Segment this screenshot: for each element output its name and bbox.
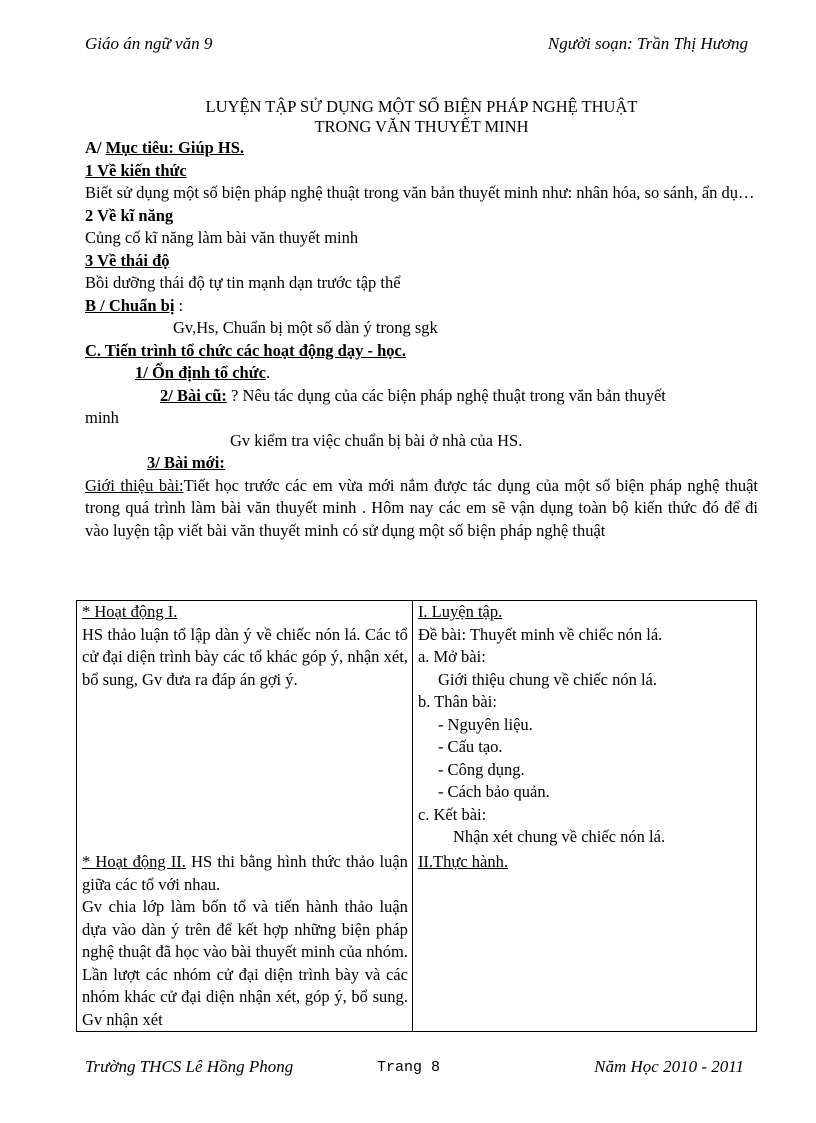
step-2-text: ? Nêu tác dụng của các biện pháp nghệ thuật trong văn bản thuyết [226,385,666,405]
skills-text: Củng cố kĩ năng làm bài văn thuyết minh [85,228,359,247]
intro-text: Tiết học trước các em vừa mới nắm được tác dụng của một số biện pháp nghệ thuật trong quá trình làm bài văn thuyết minh . Hôm nay các em sẽ vận dụng toàn bộ kiến thức đó để đi vào luyện tập viết bài văn thuyết minh có sử dụng một số biện pháp nghệ thuật [85,475,758,540]
activity-2-text: HS thi bằng hình thức thảo luận giữa các tổ với nhau. [82,852,408,894]
section-a-title: Mục tiêu: Giúp HS. [105,138,245,157]
section-a-prefix: A/ [85,138,106,157]
list-item: - Công dụng. [437,759,525,779]
activity-2-intro [82,851,408,896]
activity-2 [82,851,408,1031]
step-1-title: 1/ Ổn định tổ chức [135,363,266,382]
knowledge-text: Biết sử dụng một số biện pháp nghệ thuật trong văn bản thuyết minh như: nhân hóa, so sánh, ẩn dụ… [85,183,755,202]
page-number: Trang 8 [377,1059,441,1076]
header-left: Giáo án ngữ văn 9 [85,34,213,53]
attitude-text: Bồi dưỡng thái độ tự tin mạnh dạn trước tập thể [85,273,401,292]
knowledge-heading: 1 Về kiến thức [85,160,187,180]
step-1 [85,362,758,385]
page-title [85,97,758,137]
section-b-title: B / Chuẩn bị [85,295,175,315]
footer-school: Trường THCS Lê Hồng Phong [85,1057,294,1076]
opening-text: Giới thiệu chung về chiếc nón lá. [437,669,657,689]
teacher-student-activities [77,601,413,1032]
skills-heading: 2 Về kĩ năng [85,205,174,225]
body: b. Thân bài: [417,692,497,711]
step-2-note: Gv kiểm tra việc chuẩn bị bài ở nhà của HS. [230,430,523,450]
footer-year: Năm Học 2010 - 2011 [594,1057,744,1076]
section-c-heading: C. Tiến trình tổ chức các hoạt động dạy - học. [85,340,406,360]
activity-2-title: * Hoạt động II. [82,852,186,871]
exercise-title: II.Thực hành. [417,852,508,871]
list-item: - Cách bảo quản. [437,782,550,801]
intro-label: Giới thiệu bài: [85,475,184,495]
attitude-heading: 3 Về thái độ [85,250,170,270]
step-2-label: 2/ Bài cũ: [160,385,227,405]
section-b-text: Gv,Hs, Chuẩn bị một số dàn ý trong sgk [173,318,438,337]
lesson-table [76,600,757,1032]
list-item: - Nguyên liệu. [437,714,533,734]
step-1-end: . [265,363,271,382]
section-b-heading [85,295,758,318]
table-row [77,601,757,1032]
section-a-heading [85,137,758,160]
section-b-colon: : [174,295,184,315]
topic: Đề bài: Thuyết minh về chiếc nón lá. [417,624,663,644]
list-item: - Cấu tạo. [437,737,503,756]
title-line-1: LUYỆN TẬP SỬ DỤNG MỘT SỐ BIỆN PHÁP NGHỆ THUẬT [205,97,638,116]
practice-title: I. Luyện tập. [417,602,503,621]
lesson-content [85,97,758,542]
activity-2-more: Gv chia lớp làm bốn tổ và tiến hành thảo luận dựa vào dàn ý trên để kết hợp những biện pháp nghệ thuật đã học vào bài thuyết minh của nhóm. Lần lượt các nhóm cử đại diện trình bày và các nhóm khác cử đại diện nhận xét, góp ý, bổ sung. Gv nhận xét [82,897,408,1029]
step-3-title: 3/ Bài mới: [147,453,225,472]
title-line-2: TRONG VĂN THUYẾT MINH [314,117,529,136]
intro-paragraph [85,475,758,543]
activity-1-title: * Hoạt động I. [82,602,178,621]
step-2-cont: minh [85,408,119,427]
ending: c. Kết bài: [417,804,487,824]
lesson-contents [412,601,756,1032]
activity-1-text: HS thảo luận tổ lập dàn ý về chiếc nón lá. Các tổ cử đại diện trình bày các tổ khác góp ý, nhận xét, bổ sung, Gv đưa ra đáp án gợi ý. [82,624,408,689]
header-right: Người soạn: Trần Thị Hương [547,34,748,53]
step-2 [85,385,758,408]
ending-text: Nhận xét chung về chiếc nón lá. [452,827,666,846]
opening: a. Mở bài: [417,647,486,666]
